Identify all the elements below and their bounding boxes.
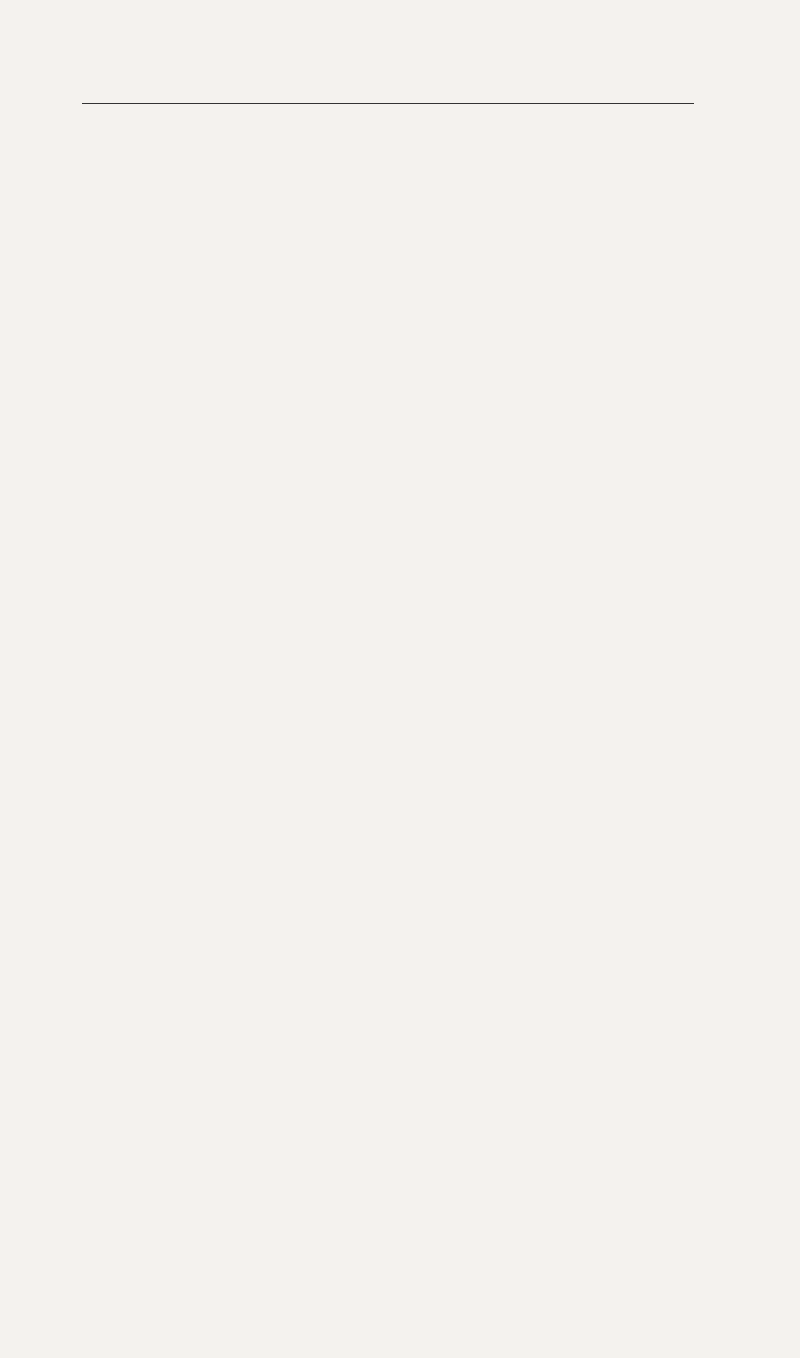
header-rule xyxy=(82,103,694,104)
table-of-contents xyxy=(81,120,694,142)
pages-column-label xyxy=(81,120,694,142)
running-header xyxy=(82,72,694,96)
